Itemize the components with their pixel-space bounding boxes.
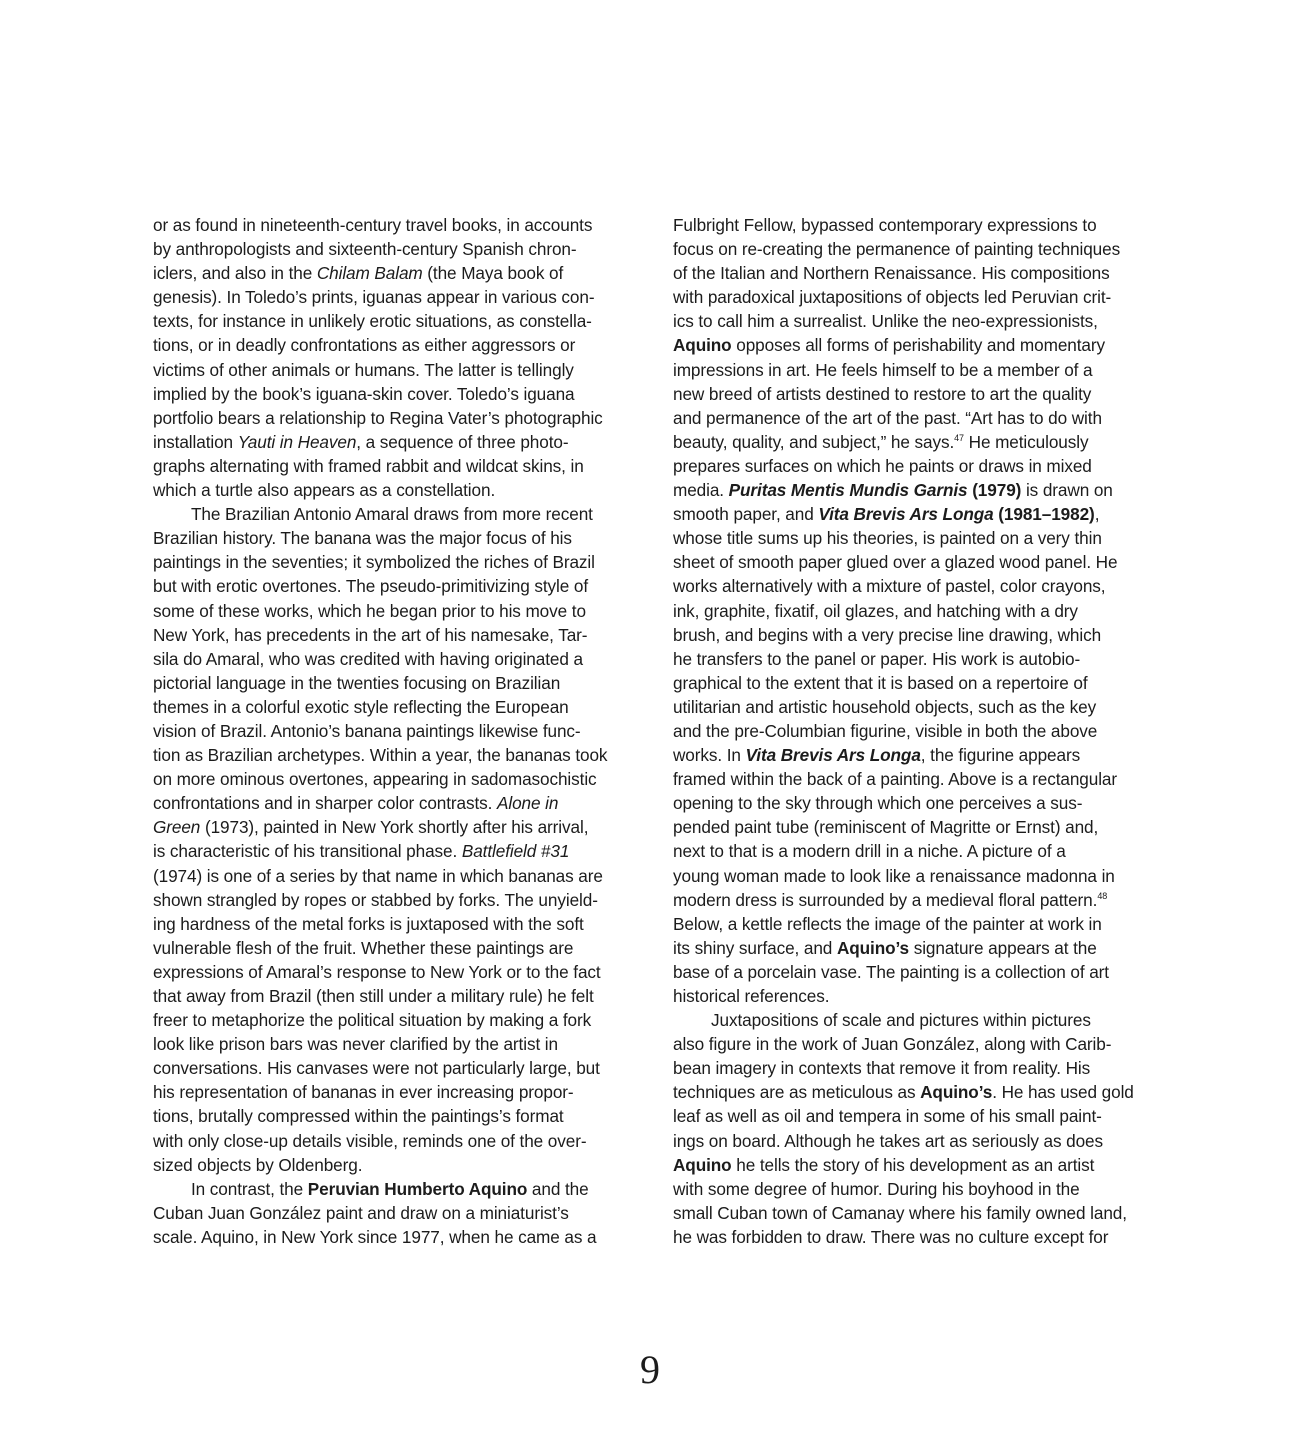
page-number: 9 <box>640 1347 660 1392</box>
text-line: but with erotic overtones. The pseudo-primitivizing style of <box>153 576 589 597</box>
bold-text: Aquino <box>673 1154 732 1175</box>
italic-title: Battlefield #31 <box>461 841 570 862</box>
text-line: whose title sums up his theories, is painted on a very thin <box>673 528 1102 549</box>
text-line: new breed of artists destined to restore to art the quality <box>673 383 1092 404</box>
bold-text: Aquino’s <box>836 937 910 958</box>
text-line: some of these works, which he began prior to his move to <box>153 600 586 621</box>
text-line: next to that is a modern drill in a niche. A picture of a <box>673 841 1066 862</box>
text-line: and the pre-Columbian figurine, visible in both the above <box>673 720 1098 741</box>
text-line: focus on re-creating the permanence of painting techniques <box>673 239 1121 260</box>
text-line: bean imagery in contexts that remove it from reality. His <box>673 1058 1091 1079</box>
text-line: brush, and begins with a very precise line drawing, which <box>673 624 1102 645</box>
text-line: media. Puritas Mentis Mundis Garnis (1979) is drawn on <box>673 480 1113 501</box>
italic-title: Yauti in Heaven <box>237 431 357 452</box>
italic-title: Green <box>153 817 201 838</box>
text-line: installation Yauti in Heaven, a sequence of three photo- <box>153 431 569 452</box>
text-line: tions, or in deadly confrontations as either aggressors or <box>153 335 576 356</box>
footnote-ref: 47 <box>954 432 964 443</box>
text-line: pended paint tube (reminiscent of Magritte or Ernst) and, <box>673 817 1099 838</box>
text-line: ing hardness of the metal forks is juxtaposed with the soft <box>153 913 584 934</box>
footnote-ref: 48 <box>1097 890 1108 901</box>
text-line: In contrast, the Peruvian Humberto Aquino and the <box>191 1178 589 1199</box>
artwork-title: Puritas Mentis Mundis Garnis <box>728 480 968 501</box>
text-line: with only close-up details visible, reminds one of the over- <box>153 1130 587 1151</box>
text-line: its shiny surface, and Aquino’s signature appears at the <box>673 937 1097 958</box>
text-line: tion as Brazilian archetypes. Within a year, the bananas took <box>153 745 608 766</box>
text-line: opening to the sky through which one perceives a sus- <box>673 793 1083 814</box>
text-line: by anthropologists and sixteenth-century Spanish chron- <box>153 239 577 260</box>
text-line: which a turtle also appears as a constellation. <box>153 480 496 501</box>
text-line: leaf as well as oil and tempera in some of his small paint- <box>673 1106 1102 1127</box>
text-line: framed within the back of a painting. Above is a rectangular <box>673 769 1118 790</box>
text-line: small Cuban town of Camanay where his family owned land, <box>673 1202 1127 1223</box>
text-line: impressions in art. He feels himself to be a member of a <box>673 359 1093 380</box>
text-line: freer to metaphorize the political situation by making a fork <box>153 1010 592 1031</box>
text-line: that away from Brazil (then still under a military rule) he felt <box>153 986 594 1006</box>
text-line: graphical to the extent that it is based on a repertoire of <box>673 672 1088 693</box>
text-line: works alternatively with a mixture of pastel, color crayons, <box>673 576 1106 597</box>
text-line: he transfers to the panel or paper. His work is autobio- <box>673 648 1081 669</box>
text-line: The Brazilian Antonio Amaral draws from more recent <box>191 504 593 525</box>
text-line: Below, a kettle reflects the image of the painter at work in <box>673 913 1102 934</box>
text-line: confrontations and in sharper color contrasts. Alone in <box>153 793 559 814</box>
text-line: Cuban Juan González paint and draw on a miniaturist’s <box>153 1202 569 1223</box>
text-line: prepares surfaces on which he paints or draws in mixed <box>673 455 1092 476</box>
text-line: Green (1973), painted in New York shortly after his arrival, <box>153 817 589 838</box>
text-line: ink, graphite, fixatif, oil glazes, and hatching with a dry <box>673 600 1078 621</box>
text-line: beauty, quality, and subject,” he says.$^{47}$ He meticulously <box>673 431 1089 452</box>
text-line: is characteristic of his transitional phase. Battlefield #31 <box>153 841 570 862</box>
bold-text: Peruvian Humberto Aquino <box>307 1178 528 1199</box>
text-line: graphs alternating with framed rabbit and wildcat skins, in <box>153 455 584 476</box>
text-line: or as found in nineteenth-century travel books, in accounts <box>153 215 593 235</box>
text-line: with some degree of humor. During his boyhood in the <box>673 1178 1080 1199</box>
text-line: his representation of bananas in ever increasing propor- <box>153 1082 574 1103</box>
text-line: on more ominous overtones, appearing in sadomasochistic <box>153 769 597 790</box>
text-line: themes in a colorful exotic style reflecting the European <box>153 696 569 717</box>
text-line: ics to call him a surrealist. Unlike the neo-expressionists, <box>673 311 1098 332</box>
text-line: and permanence of the art of the past. “Art has to do with <box>673 407 1102 428</box>
text-line: Aquino he tells the story of his development as an artist <box>673 1154 1095 1175</box>
text-line: sheet of smooth paper glued over a glazed wood panel. He <box>673 552 1118 573</box>
text-line: pictorial language in the twenties focusing on Brazilian <box>153 672 561 693</box>
text-line: base of a porcelain vase. The painting is a collection of art <box>673 961 1109 982</box>
text-line: he was forbidden to draw. There was no culture except for <box>673 1226 1109 1247</box>
text-line: victims of other animals or humans. The latter is tellingly <box>153 359 574 380</box>
bold-text: Aquino’s <box>920 1082 993 1103</box>
text-line: portfolio bears a relationship to Regina Vater’s photographic <box>153 407 603 428</box>
text-line: with paradoxical juxtapositions of objects led Peruvian crit- <box>673 287 1112 308</box>
italic-title: Alone in <box>497 793 559 814</box>
text-line: young woman made to look like a renaissance madonna in <box>673 865 1115 886</box>
right-text-column <box>673 213 1155 1249</box>
text-line: of the Italian and Northern Renaissance. His compositions <box>673 263 1110 284</box>
text-line: sized objects by Oldenberg. <box>153 1154 363 1175</box>
text-line: Fulbright Fellow, bypassed contemporary expressions to <box>673 215 1097 235</box>
bold-text: Aquino <box>673 335 732 356</box>
text-line: historical references. <box>673 986 830 1006</box>
text-line: texts, for instance in unlikely erotic situations, as constella- <box>153 311 592 332</box>
text-line: smooth paper, and Vita Brevis Ars Longa (1981–1982), <box>673 504 1100 525</box>
text-line: Juxtapositions of scale and pictures within pictures <box>711 1010 1091 1031</box>
text-line: paintings in the seventies; it symbolized the riches of Brazil <box>153 552 595 573</box>
text-line: Brazilian history. The banana was the major focus of his <box>153 528 572 549</box>
text-line: look like prison bars was never clarified by the artist in <box>153 1034 558 1055</box>
text-line: genesis). In Toledo’s prints, iguanas appear in various con- <box>153 287 595 308</box>
artwork-title: Vita Brevis Ars Longa <box>818 504 994 525</box>
left-text-column <box>153 213 635 1249</box>
text-line: iclers, and also in the Chilam Balam (the Maya book of <box>153 263 564 284</box>
bold-text: (1979) <box>972 480 1022 501</box>
text-line: expressions of Amaral’s response to New York or to the fact <box>153 961 601 982</box>
text-line: sila do Amaral, who was credited with having originated a <box>153 648 583 669</box>
text-line: works. In Vita Brevis Ars Longa, the figurine appears <box>673 745 1081 766</box>
text-line: vision of Brazil. Antonio’s banana paintings likewise func- <box>153 720 581 741</box>
text-line: tions, brutally compressed within the paintings’s format <box>153 1106 564 1127</box>
text-line: conversations. His canvases were not particularly large, but <box>153 1058 600 1079</box>
text-line: shown strangled by ropes or stabbed by forks. The unyield- <box>153 889 598 910</box>
bold-text: (1981–1982) <box>998 504 1095 525</box>
text-line: scale. Aquino, in New York since 1977, when he came as a <box>153 1226 597 1247</box>
italic-title: Chilam Balam <box>316 263 423 284</box>
text-line: vulnerable flesh of the fruit. Whether these paintings are <box>153 937 574 958</box>
text-line: implied by the book’s iguana-skin cover. Toledo’s iguana <box>153 383 575 404</box>
text-line: modern dress is surrounded by a medieval floral pattern.$^{48}$ <box>673 889 1108 910</box>
artwork-title: Vita Brevis Ars Longa <box>745 745 921 766</box>
text-line: also figure in the work of Juan González, along with Carib- <box>673 1034 1112 1055</box>
text-line: (1974) is one of a series by that name in which bananas are <box>153 865 603 886</box>
text-line: techniques are as meticulous as Aquino’s. He has used gold <box>673 1082 1134 1103</box>
text-line: ings on board. Although he takes art as seriously as does <box>673 1130 1103 1151</box>
text-line: utilitarian and artistic household objects, such as the key <box>673 696 1097 717</box>
text-line: New York, has precedents in the art of his namesake, Tar- <box>153 624 588 645</box>
text-line: Aquino opposes all forms of perishability and momentary <box>673 335 1105 356</box>
